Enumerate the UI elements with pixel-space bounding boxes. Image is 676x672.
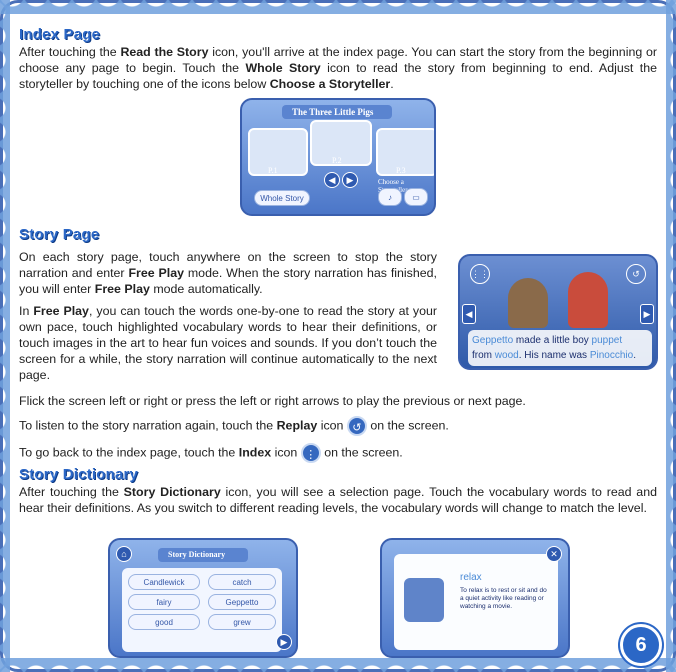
whole-story-button[interactable]: Whole Story xyxy=(254,190,310,206)
vocab-word-fairy[interactable]: fairy xyxy=(128,594,200,610)
story-paragraph-3: Flick the screen left or right or press the left or right arrows to play the previous or next page. xyxy=(19,394,526,408)
close-icon[interactable]: ✕ xyxy=(546,546,562,562)
index-section xyxy=(19,26,657,92)
vocab-word-geppetto[interactable]: Geppetto xyxy=(208,594,276,610)
dictionary-next-icon[interactable]: ▶ xyxy=(276,634,292,650)
border-right xyxy=(666,0,676,672)
story-section xyxy=(19,226,657,243)
story-word: . xyxy=(633,350,636,361)
index-screen-title: The Three Little Pigs xyxy=(292,107,374,117)
border-top xyxy=(0,0,676,14)
vocab-word-wood[interactable]: wood xyxy=(494,350,519,361)
next-arrow-icon[interactable]: ▶ xyxy=(342,172,358,188)
story-paragraph-2: In Free Play, you can touch the words one-by-one to read the story at your own pace, touch highlighted vocabulary words to hear their definitions, or touch images in the art to hear fun voices and sounds. If you don’t touch the screen for a while, the story narration will continue automatically to the next page. xyxy=(19,304,437,382)
dictionary-home-icon[interactable]: ⌂ xyxy=(116,546,132,562)
vocab-word-good[interactable]: good xyxy=(128,614,200,630)
story-word[interactable]: made a little boy xyxy=(513,335,592,346)
index-screen-image xyxy=(240,98,436,216)
prev-arrow-icon[interactable]: ◀ xyxy=(324,172,340,188)
story-paragraph-1: On each story page, touch anywhere on the screen to stop the story narration and enter Free Play mode. When the story narration has finished, you will enter Free Play mode automatically. xyxy=(19,250,437,296)
storyteller-video-icon[interactable]: ▭ xyxy=(404,188,428,206)
page-number: 6 xyxy=(620,624,662,666)
story-heading: Story Page xyxy=(19,226,100,243)
story-text-column xyxy=(19,249,437,383)
story-word[interactable]: . His name was xyxy=(518,350,590,361)
replay-icon: ↺ xyxy=(347,416,367,436)
index-heading: Index Page xyxy=(19,26,101,43)
page-thumb-1[interactable] xyxy=(248,128,308,176)
story-paragraph-4: To listen to the story narration again, touch the Replay icon ↺ on the screen. xyxy=(19,416,657,436)
page-thumb-3-label: P.3 xyxy=(396,166,406,175)
vocab-word-candlewick[interactable]: Candlewick xyxy=(128,574,200,590)
definition-text: To relax is to rest or sit and do a quiet activity like reading or watching a movie. xyxy=(460,587,547,610)
vocab-word-grew[interactable]: grew xyxy=(208,614,276,630)
story-word[interactable]: from xyxy=(472,350,495,361)
dictionary-heading: Story Dictionary xyxy=(19,466,139,483)
story-text-lines xyxy=(472,333,636,363)
definition-word: relax xyxy=(460,572,482,583)
definition-picture xyxy=(404,578,444,622)
border-left xyxy=(0,0,10,672)
page-thumb-1-label: P.1 xyxy=(268,166,278,175)
storyteller-voice-icon[interactable]: ♪ xyxy=(378,188,402,206)
border-bottom xyxy=(0,658,676,672)
dictionary-paragraph: After touching the Story Dictionary icon, you will see a selection page. Touch the vocabulary words to read and hear their definitions. As you switch to different reading levels, the vocabulary words will change to match the level. xyxy=(19,485,657,515)
vocab-word-geppetto[interactable]: Geppetto xyxy=(472,335,514,346)
story-prev-arrow-icon[interactable]: ◀ xyxy=(462,304,476,324)
choose-storyteller-label: Choose a xyxy=(378,178,404,186)
index-icon: ⋮ xyxy=(301,443,321,463)
dictionary-screen-image xyxy=(108,538,298,658)
replay-icon[interactable]: ↺ xyxy=(626,264,646,284)
story-next-arrow-icon[interactable]: ▶ xyxy=(640,304,654,324)
pinocchio-figure[interactable] xyxy=(568,272,608,328)
page-thumb-2-label: P.2 xyxy=(332,156,342,165)
dictionary-screen-title: Story Dictionary xyxy=(168,550,226,559)
story-paragraph-5: To go back to the index page, touch the Index icon ⋮ on the screen. xyxy=(19,443,657,463)
dictionary-section xyxy=(19,466,657,516)
definition-screen-image xyxy=(380,538,570,658)
page-thumb-3[interactable] xyxy=(376,128,436,176)
story-screen-image xyxy=(458,254,658,370)
index-icon[interactable]: ⋮⋮ xyxy=(470,264,490,284)
story-instructions xyxy=(19,393,657,463)
vocab-word-pinocchio[interactable]: Pinocchio xyxy=(589,350,634,361)
vocab-word-puppet[interactable]: puppet xyxy=(591,335,623,346)
geppetto-figure[interactable] xyxy=(508,278,548,328)
index-paragraph: After touching the Read the Story icon, you'll arrive at the index page. You can start the story from the beginning or choose any page to begin. Touch the Whole Story icon to read the story from beginning to end. Adjust the storyteller by touching one of the icons below Choose a Storyteller. xyxy=(19,45,657,91)
vocab-word-catch[interactable]: catch xyxy=(208,574,276,590)
